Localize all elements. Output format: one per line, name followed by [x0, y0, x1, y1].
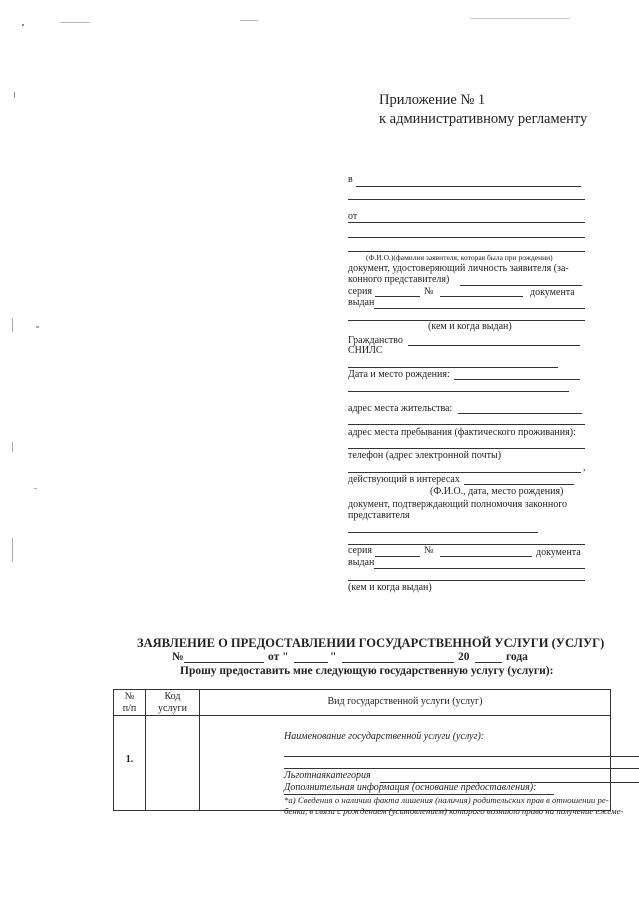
request-line: Прошу предоставить мне следующую государственную услугу (услуги):	[180, 665, 554, 677]
benefit-category-label: Льготнаякатегория	[284, 770, 371, 781]
scan-speck	[12, 538, 13, 562]
id-doc-label-2: конного представителя)	[348, 274, 450, 285]
table-row	[114, 716, 611, 811]
application-title: ЗАЯВЛЕНИЕ О ПРЕДОСТАВЛЕНИИ ГОСУДАРСТВЕННОЙ УСЛУГИ (УСЛУГ)	[137, 636, 605, 650]
acting-caption: (Ф.И.О., дата, место рождения)	[430, 486, 564, 497]
application-year-word: года	[506, 651, 528, 663]
row-service-cell	[200, 716, 624, 816]
application-quote-close: "	[330, 651, 337, 663]
phone-comma: ,	[583, 462, 586, 473]
appendix-title: Приложение № 1	[379, 92, 486, 108]
from-field-line[interactable]	[348, 222, 585, 223]
to-label: в	[348, 174, 353, 185]
to-field-line-2[interactable]	[348, 199, 585, 200]
application-month-line[interactable]	[342, 662, 454, 663]
number-label: №	[424, 286, 434, 297]
service-name-line-2[interactable]	[284, 768, 639, 769]
application-year-line[interactable]	[475, 662, 502, 663]
snils-label: СНИЛС	[348, 345, 383, 356]
series-label: серия	[348, 286, 372, 297]
services-table	[113, 689, 624, 816]
scan-speck	[22, 24, 24, 26]
appendix-subtitle: к административному регламенту	[379, 111, 588, 127]
issued-field-line-3[interactable]	[374, 568, 585, 569]
citizenship-field-line[interactable]	[408, 345, 580, 346]
acting-field-line[interactable]	[464, 484, 574, 485]
rep-doc-label-2: представителя	[348, 510, 410, 521]
service-name-line[interactable]	[284, 756, 639, 757]
col-number-header-line2: п/п	[122, 703, 137, 714]
issued-label-2: выдан	[348, 557, 375, 568]
scan-speck	[240, 20, 258, 21]
to-field-line[interactable]	[356, 186, 581, 187]
row-number-cell	[114, 716, 146, 811]
residence-field-line-2[interactable]	[348, 424, 585, 425]
residence-field-line[interactable]	[458, 413, 582, 414]
number-label-2: №	[424, 545, 434, 556]
row-code-cell[interactable]	[146, 716, 200, 811]
series-label-2: серия	[348, 545, 372, 556]
rep-doc-label: документ, подтверждающий полномочия законного	[348, 499, 568, 510]
service-name-label: Наименование государственной услуги (услуг):	[284, 731, 485, 742]
series-field-line-2[interactable]	[375, 556, 420, 557]
table-header-row	[114, 690, 611, 716]
scan-speck	[12, 442, 13, 452]
scan-speck	[36, 326, 39, 328]
row-number: 1.	[125, 754, 134, 765]
series-field-line[interactable]	[375, 296, 420, 297]
document-label: документа	[530, 287, 575, 298]
issued-caption-2: (кем и когда выдан)	[348, 582, 432, 593]
col-service-header-text: Вид государственной услуги (услуг)	[327, 696, 483, 707]
rep-doc-field-line-2[interactable]	[348, 544, 585, 545]
col-number-header	[114, 690, 146, 716]
id-doc-label: документ, удостоверяющий личность заявителя (за-	[348, 263, 569, 274]
col-service-header	[200, 690, 611, 716]
stay-field-line[interactable]	[348, 448, 585, 449]
birth-field-line-2[interactable]	[348, 391, 569, 392]
citizenship-label: Гражданство	[348, 335, 403, 346]
scan-speck	[14, 92, 15, 98]
from-field-line-3[interactable]	[348, 251, 585, 252]
application-year-prefix: 20	[458, 651, 470, 663]
scan-speck	[60, 22, 90, 23]
service-cell-content	[200, 716, 624, 816]
fio-caption: (Ф.И.О.)(фамилия заявителя, которая была при рождении)	[366, 253, 553, 262]
application-number-line[interactable]	[184, 662, 264, 663]
from-label: от	[348, 211, 358, 222]
col-code-header-line1: Код	[164, 691, 181, 702]
from-field-line-2[interactable]	[348, 237, 585, 238]
scan-speck	[34, 488, 37, 489]
issued-field-line[interactable]	[374, 308, 585, 309]
acting-label: действующий в интересах	[348, 474, 460, 485]
number-field-line[interactable]	[440, 296, 523, 297]
note-line-2: бенка, в связи с рождением (усыновлением) которого возникло право на получение ежеме-	[284, 806, 624, 816]
col-code-header-line2: услуги	[158, 703, 187, 714]
document-label-2: документа	[536, 547, 581, 558]
extra-info-label: Дополнительная информация (основание предоставления):	[284, 782, 537, 793]
application-number-sign: №	[172, 651, 184, 663]
issued-label: выдан	[348, 297, 375, 308]
stay-label: адрес места пребывания (фактического проживания):	[348, 427, 576, 438]
scan-speck	[470, 18, 570, 19]
note-line-1: *а) Сведения о наличии факта лишения (наличия) родительских прав в отношении ре-	[284, 795, 609, 805]
id-doc-field-line[interactable]	[460, 285, 582, 286]
residence-label: адрес места жительства:	[348, 403, 453, 414]
number-field-line-2[interactable]	[440, 556, 532, 557]
birth-label: Дата и место рождения:	[348, 369, 450, 380]
phone-field-line[interactable]	[348, 472, 581, 473]
rep-doc-field-line[interactable]	[348, 532, 538, 533]
col-number-header-line1: №	[124, 691, 135, 702]
col-code-header	[146, 690, 200, 716]
application-from: от "	[268, 651, 289, 663]
issued-caption: (кем и когда выдан)	[428, 321, 512, 332]
issued-field-line-4[interactable]	[348, 580, 585, 581]
snils-field-line[interactable]	[348, 367, 558, 368]
scan-speck	[12, 318, 13, 332]
application-day-line[interactable]	[294, 662, 328, 663]
phone-label: телефон (адрес электронной почты)	[348, 450, 502, 461]
birth-field-line[interactable]	[454, 379, 580, 380]
